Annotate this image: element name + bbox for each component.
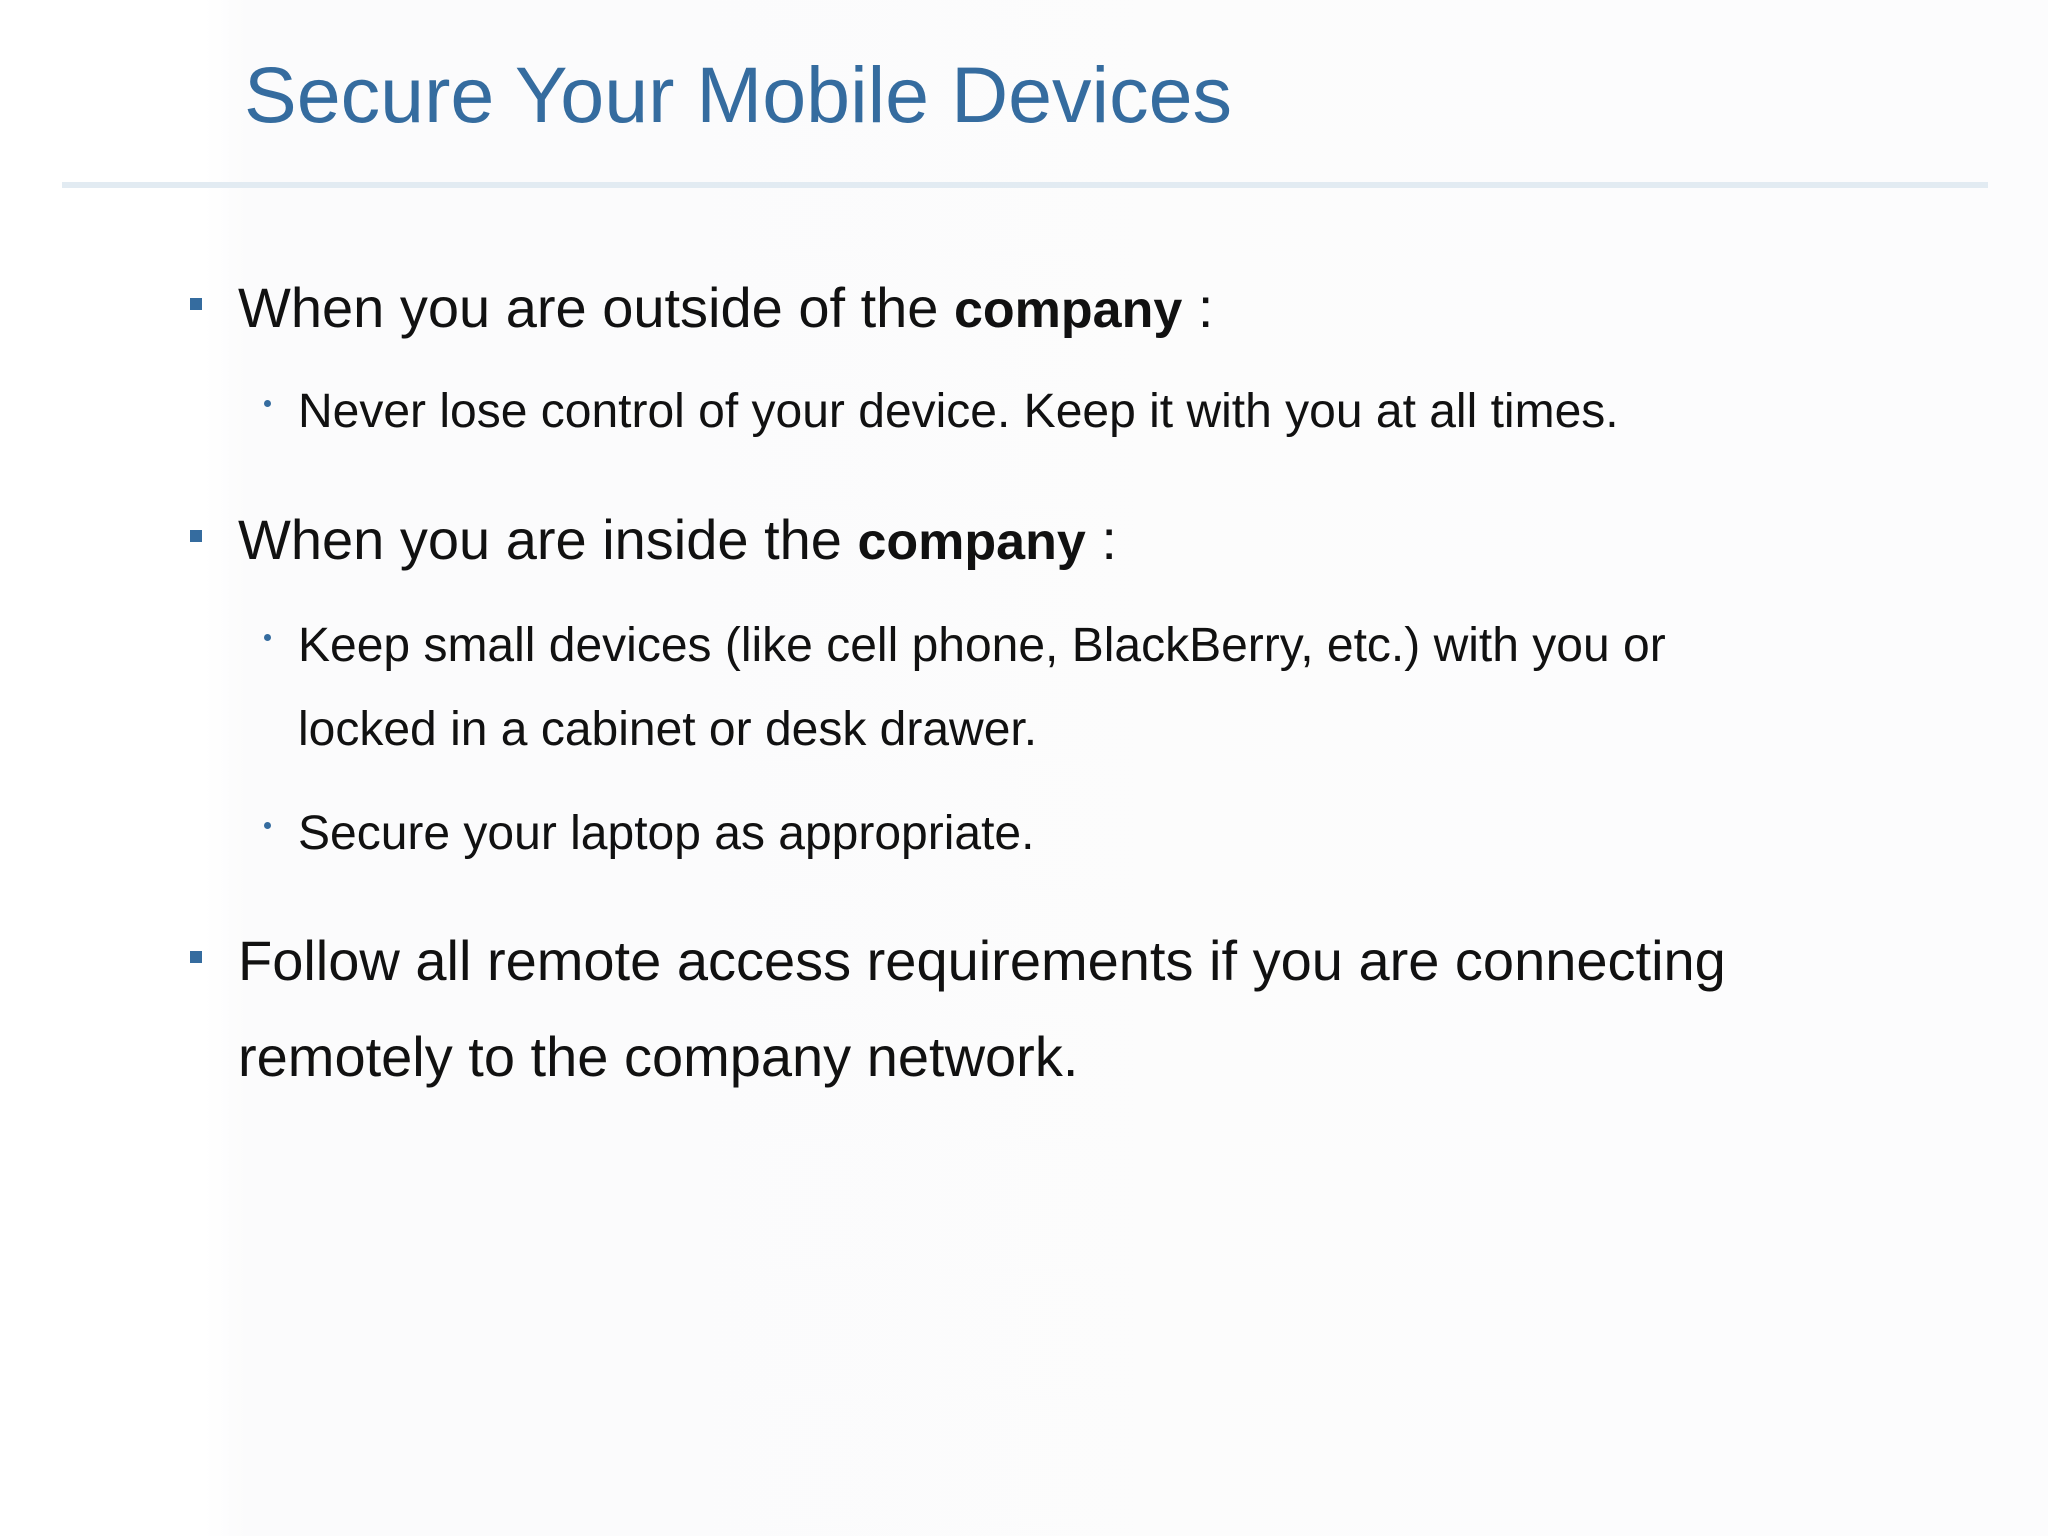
sub-bullet-keep-control — [264, 370, 1619, 454]
bullet-text-line1: Follow all remote access requirements if you are connecting — [238, 929, 1726, 992]
bullet-inside-company — [190, 492, 1117, 590]
title-divider — [62, 182, 1988, 188]
bullet-text-line2: remotely to the company network. — [238, 1025, 1079, 1088]
dot-bullet-icon — [264, 400, 271, 407]
sub-bullet-text: Never lose control of your device. Keep it with you at all times. — [298, 385, 1619, 438]
dot-bullet-icon — [264, 634, 271, 641]
sub-bullet-text: Secure your laptop as appropriate. — [298, 807, 1035, 860]
bullet-remote-access — [190, 913, 1726, 1105]
bullet-text-bold: company — [954, 281, 1183, 339]
bullet-text-start: When you are outside of the — [238, 276, 954, 339]
sub-bullet-text-line2: locked in a cabinet or desk drawer. — [298, 703, 1038, 756]
sub-bullet-secure-laptop — [264, 792, 1035, 876]
square-bullet-icon — [190, 298, 202, 310]
square-bullet-icon — [190, 530, 202, 542]
dot-bullet-icon — [264, 822, 271, 829]
bullet-outside-company — [190, 260, 1214, 358]
bullet-text-end: : — [1085, 508, 1117, 571]
square-bullet-icon — [190, 951, 202, 963]
bullet-text-end: : — [1182, 276, 1214, 339]
bullet-text — [238, 492, 1117, 590]
bullet-text-bold: company — [857, 513, 1086, 571]
bullet-text-start: When you are inside the — [238, 508, 858, 571]
sub-bullet-text-line1: Keep small devices (like cell phone, BlackBerry, etc.) with you or — [298, 619, 1666, 672]
sub-bullet-small-devices — [264, 604, 1666, 772]
bullet-text — [238, 260, 1213, 358]
slide-title: Secure Your Mobile Devices — [244, 50, 1233, 139]
